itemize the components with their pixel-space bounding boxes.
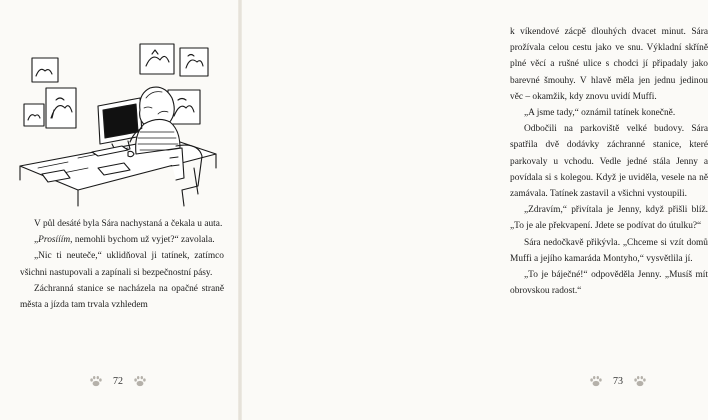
left-page: [0, 0, 240, 420]
page-number: 72: [113, 375, 123, 387]
girl-at-computer-illustration: [18, 18, 218, 213]
page-number: 73: [613, 375, 623, 387]
paragraph: [510, 105, 708, 121]
right-page-folio: [578, 374, 658, 388]
paragraph: [510, 202, 708, 234]
left-page-folio: [78, 374, 158, 388]
paw-print-icon: [133, 375, 147, 387]
text-run: „: [34, 235, 39, 246]
text-run: V půl desáté byla Sára nachystaná a čekala u auta.: [34, 219, 223, 229]
text-run: k víkendové zácpě dlouhých dvacet minut. Sára prožívala celou cestu jako ve snu. Výkladní skříně plné věcí a rušné ulice s chodci jí připadaly jako barevné šmouhy. V hlavě měla jen jednu jedinou věc – okamžik, kdy znovu uvidí Muffi.: [510, 27, 708, 102]
paw-print-icon: [89, 375, 103, 387]
left-page-text: [20, 216, 224, 313]
emphasized-text: Prosííím: [38, 235, 71, 246]
paragraph: [20, 281, 224, 313]
text-run: Záchranná stanice se nacházela na opačné straně města a jízda tam trvala vzhledem: [20, 283, 224, 311]
paragraph: [510, 121, 708, 202]
paw-print-icon: [633, 375, 647, 387]
text-run: Odbočili na parkoviště velké budovy. Sára spatřila dvě dodávky záchranné stanice, které parkovaly u vchodu. Vedle jedné stála Jenny a povídala si s kolegou. Když je uviděla, vesele na ně zamávala. Tatínek zastavil a všichni vystoupili.: [510, 124, 708, 200]
right-page: [240, 0, 708, 420]
text-run: „To je báječné!“ odpověděla Jenny. „Musíš mít obrovskou radost.“: [510, 270, 708, 297]
paragraph: [20, 232, 224, 248]
paragraph: [20, 216, 224, 232]
text-run: Sára nedočkavě přikývla. „Chceme si vzít domů Muffi a jejího kamaráda Montyho,“ vysvětlila jí.: [510, 237, 708, 264]
paragraph: [20, 248, 224, 280]
text-run: „Nic ti neuteče,“ uklidňoval ji tatínek, zatímco všichni nastupovali a zapínali si bezpečnostní pásy.: [20, 251, 224, 278]
paragraph: [510, 24, 708, 105]
text-run: „A jsme tady,“ oznámil tatínek konečně.: [524, 108, 676, 119]
paw-print-icon: [589, 375, 603, 387]
paragraph: [510, 235, 708, 267]
text-run: „Zdravím,“ přivítala je Jenny, když přišli blíž. „To je ale překvapení. Jdete se podívat do útulku?“: [510, 205, 708, 232]
paragraph: [510, 267, 708, 299]
right-page-text: [510, 24, 708, 299]
text-run: , nemohli bychom už vyjet?“ zavolala.: [70, 235, 215, 246]
